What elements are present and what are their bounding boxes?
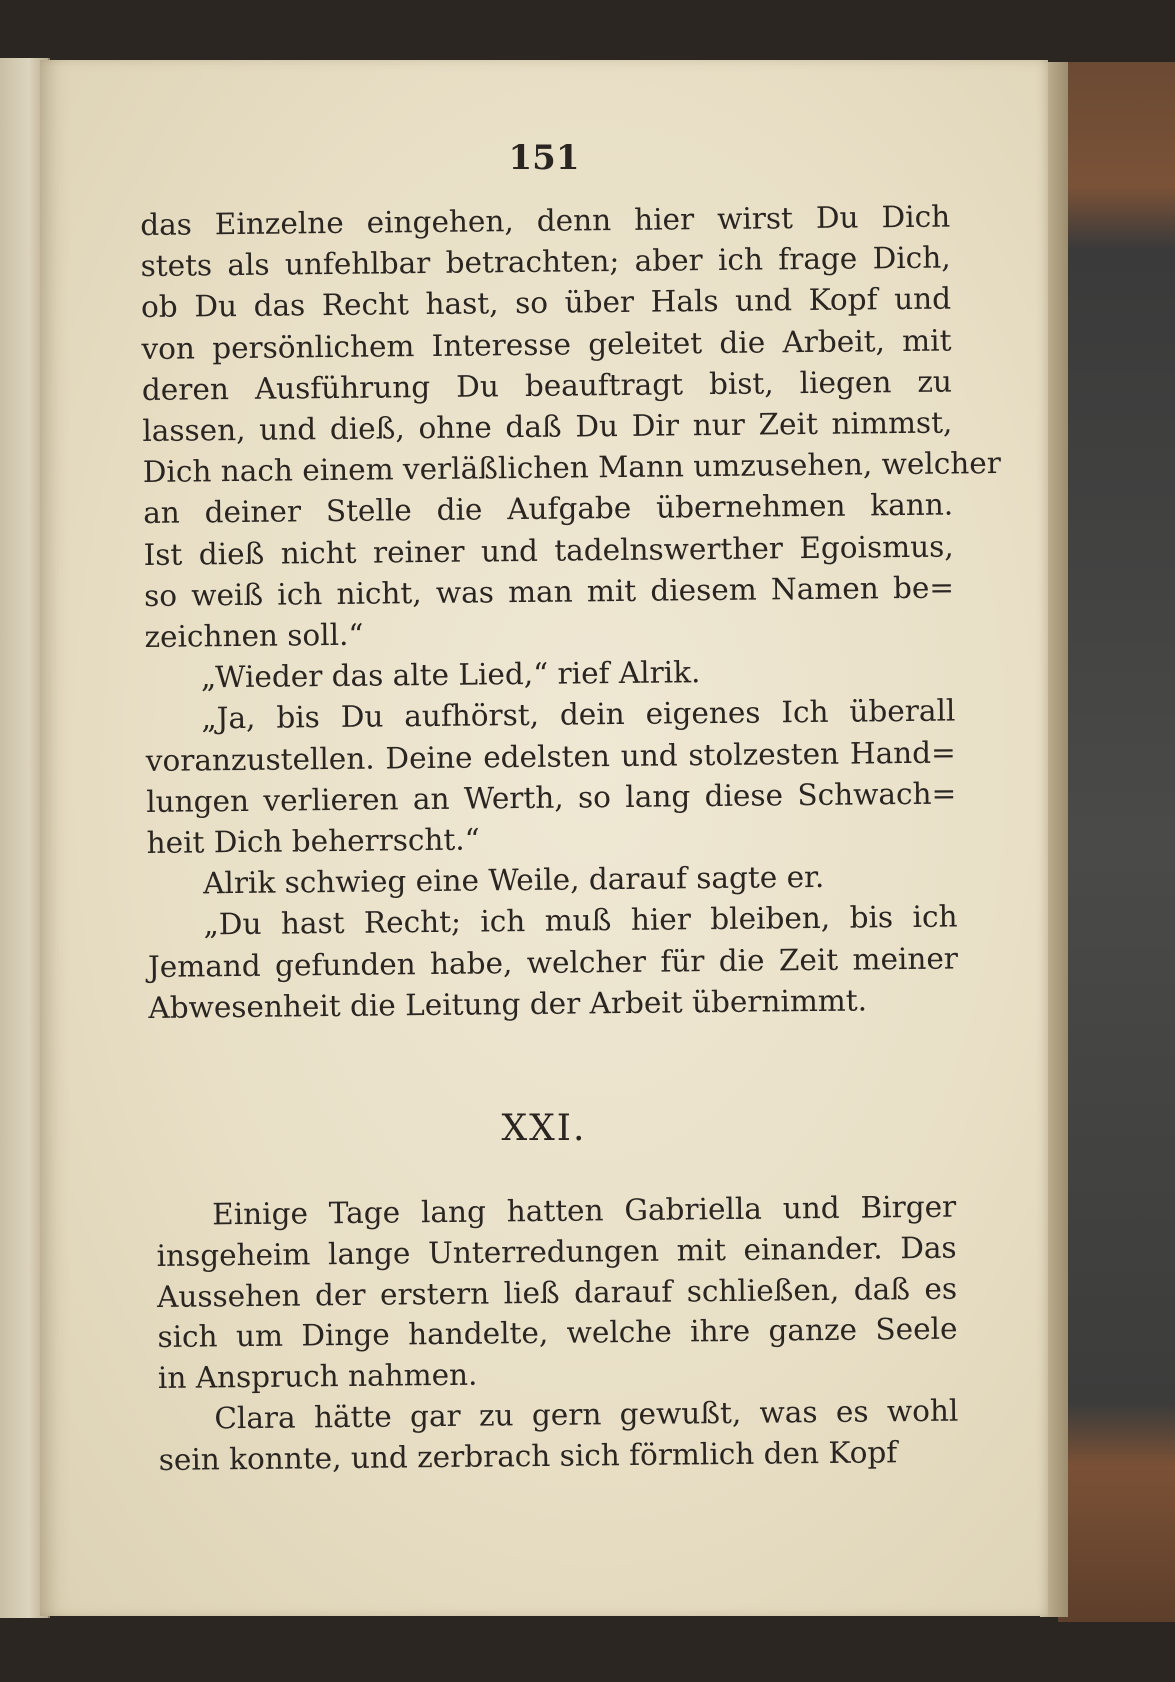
text-line: Aussehen der erstern ließ darauf schließen, daß es xyxy=(156,1271,958,1314)
text-line: ob Du das Recht hast, so über Hals und Kopf und xyxy=(140,281,952,325)
text-line: Einige Tage lang hatten Gabriella und Birger xyxy=(212,1189,957,1232)
text-line: voranzustellen. Deine edelsten und stolzesten Hand= xyxy=(145,735,956,778)
paragraph xyxy=(147,897,958,1029)
book-page xyxy=(40,60,1048,1616)
text-line: Abwesenheit die Leitung der Arbeit übernimmt. xyxy=(148,983,868,1025)
text-line: „Wieder das alte Lied,“ rief Alrik. xyxy=(200,655,701,695)
book-cover-edge xyxy=(1058,62,1175,1622)
text-line: lassen, und dieß, ohne daß Du Dir nur Zeit nimmst, xyxy=(142,405,953,449)
text-line: zeichnen soll.“ xyxy=(144,617,364,655)
chapter-heading: XXI. xyxy=(501,1108,587,1149)
text-line: lungen verlieren an Werth, so lang diese Schwach= xyxy=(146,776,957,819)
page-number: 151 xyxy=(508,138,580,178)
text-line: sein konnte, und zerbrach sich förmlich den Kopf xyxy=(158,1435,898,1477)
paragraph xyxy=(140,197,1002,659)
text-block-top xyxy=(140,197,1002,1029)
text-line: heit Dich beherrscht.“ xyxy=(146,822,480,861)
text-line: stets als unfehlbar betrachten; aber ich frage Dich, xyxy=(140,240,951,284)
text-block-bottom xyxy=(156,1187,959,1481)
paragraph xyxy=(158,1391,959,1481)
text-line: in Anspruch nahmen. xyxy=(157,1357,478,1396)
text-line: „Du hast Recht; ich muß hier bleiben, bis ich xyxy=(203,899,958,942)
text-line: Dich nach einem verläßlichen Mann umzusehen, welcher xyxy=(142,446,1002,490)
paragraph xyxy=(145,691,957,864)
text-line: sich um Dinge handelte, welche ihre ganze Seele xyxy=(157,1312,958,1355)
text-line: Jemand gefunden habe, welcher für die Zeit meiner xyxy=(147,941,959,984)
text-line: Ist dieß nicht reiner und tadelnswerther Egoismus, xyxy=(143,529,954,572)
text-line: an deiner Stelle die Aufgabe übernehmen kann. xyxy=(143,487,954,531)
paragraph xyxy=(156,1187,958,1399)
text-line: von persönlichem Interesse geleitet die Arbeit, mit xyxy=(141,323,952,366)
text-line: Alrik schwieg eine Weile, darauf sagte er. xyxy=(202,860,825,901)
text-line: Clara hätte gar zu gern gewußt, was es wohl xyxy=(214,1393,959,1436)
text-line: „Ja, bis Du aufhörst, dein eigenes Ich überall xyxy=(201,693,956,736)
text-line: deren Ausführung Du beauftragt bist, liegen zu xyxy=(141,364,953,407)
text-line: insgeheim lange Unterredungen mit einander. Das xyxy=(156,1230,957,1273)
text-line: so weiß ich nicht, was man mit diesem Namen be= xyxy=(143,570,955,613)
text-line: das Einzelne eingehen, denn hier wirst Du Dich xyxy=(140,199,951,242)
